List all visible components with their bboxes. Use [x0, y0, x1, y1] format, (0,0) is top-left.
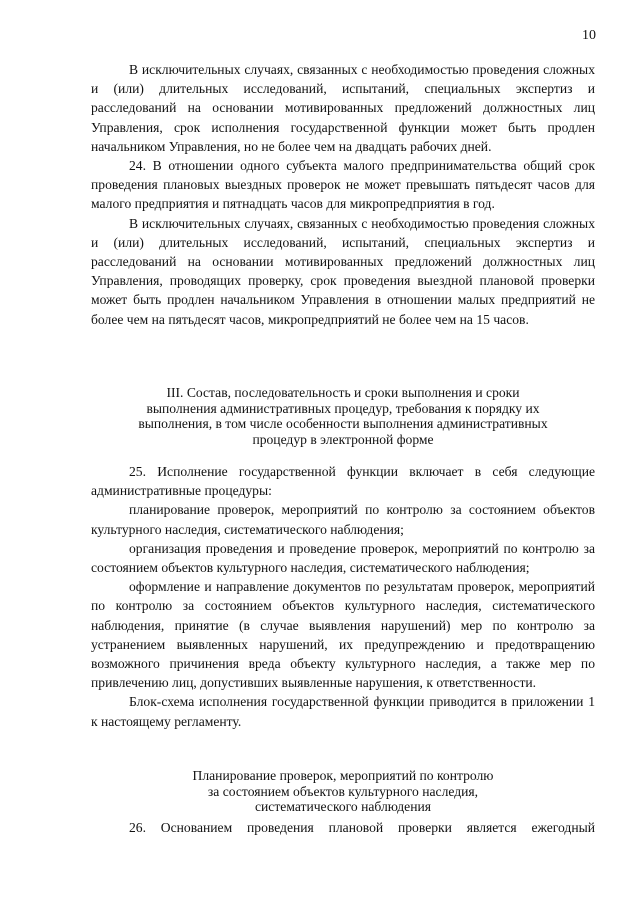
section-heading-line: процедур в электронной форме	[252, 431, 434, 447]
paragraphs-block-1	[91, 60, 595, 329]
subsection-heading-line: за состоянием объектов культурного наследия,	[207, 783, 479, 799]
section-heading-line: выполнения, в том числе особенности выполнения административных	[138, 416, 548, 431]
paragraph-item-26: 26. Основанием проведения плановой проверки является ежегодный	[129, 820, 595, 835]
paragraphs-block-3	[91, 818, 595, 837]
section-heading-line: III. Состав, последовательность и сроки выполнения и сроки	[166, 385, 520, 400]
paragraph-item-24: 24. В отношении одного субъекта малого предпринимательства общий срок проведения плановых выездных проверок не может превышать пятьдесят часов для малого предприятия и пятнадцать часов для микропредприятия в год.	[91, 158, 595, 212]
list-item: оформление и направление документов по результатам проверок, мероприятий по контролю за состоянием объектов культурного наследия, систематического наблюдения, принятие (в случае выявления нарушений) мер по контролю за устранением выявленных нарушений, их предупреждению и предотвращению возможного причинения вреда объекту культурного наследия, а также мер по привлечению лиц, допустивших выявленные нарушения, к ответственности.	[91, 579, 595, 691]
page-number: 10	[582, 28, 596, 43]
list-item: планирование проверок, мероприятий по контролю за состоянием объектов культурного наследия, систематического наблюдения;	[91, 502, 595, 537]
section-heading	[91, 385, 595, 447]
subsection-heading-line: Планирование проверок, мероприятий по контролю	[192, 768, 494, 783]
paragraph: В исключительных случаях, связанных с необходимостью проведения сложных и (или) длительных исследований, испытаний, специальных экспертиз и расследований на основании мотивированных предложений должностных лиц Управления, проводящих проверку, срок проведения выездной плановой проверки может быть продлен начальником Управления в отношении малых предприятий не более чем на пятьдесят часов, микропредприятий не более чем на 15 часов.	[91, 215, 595, 327]
subsection-heading	[91, 768, 595, 815]
paragraph-item-25: 25. Исполнение государственной функции включает в себя следующие административные процедуры:	[91, 464, 595, 499]
paragraphs-block-2	[91, 462, 595, 731]
list-item: организация проведения и проведение проверок, мероприятий по контролю за состоянием объектов культурного наследия, систематического наблюдения;	[91, 540, 595, 576]
section-heading-line: выполнения административных процедур, требования к порядку их	[146, 400, 540, 416]
paragraph: Блок-схема исполнения государственной функции приводится в приложении 1 к настоящему регламенту.	[91, 694, 595, 729]
paragraph: В исключительных случаях, связанных с необходимостью проведения сложных и (или) длительных исследований, испытаний, специальных экспертиз и расследований на основании мотивированных предложений должностных лиц Управления, срок исполнения государственной функции может быть продлен начальником Управления, но не более чем на двадцать рабочих дней.	[91, 62, 595, 154]
subsection-heading-line: систематического наблюдения	[255, 799, 431, 814]
